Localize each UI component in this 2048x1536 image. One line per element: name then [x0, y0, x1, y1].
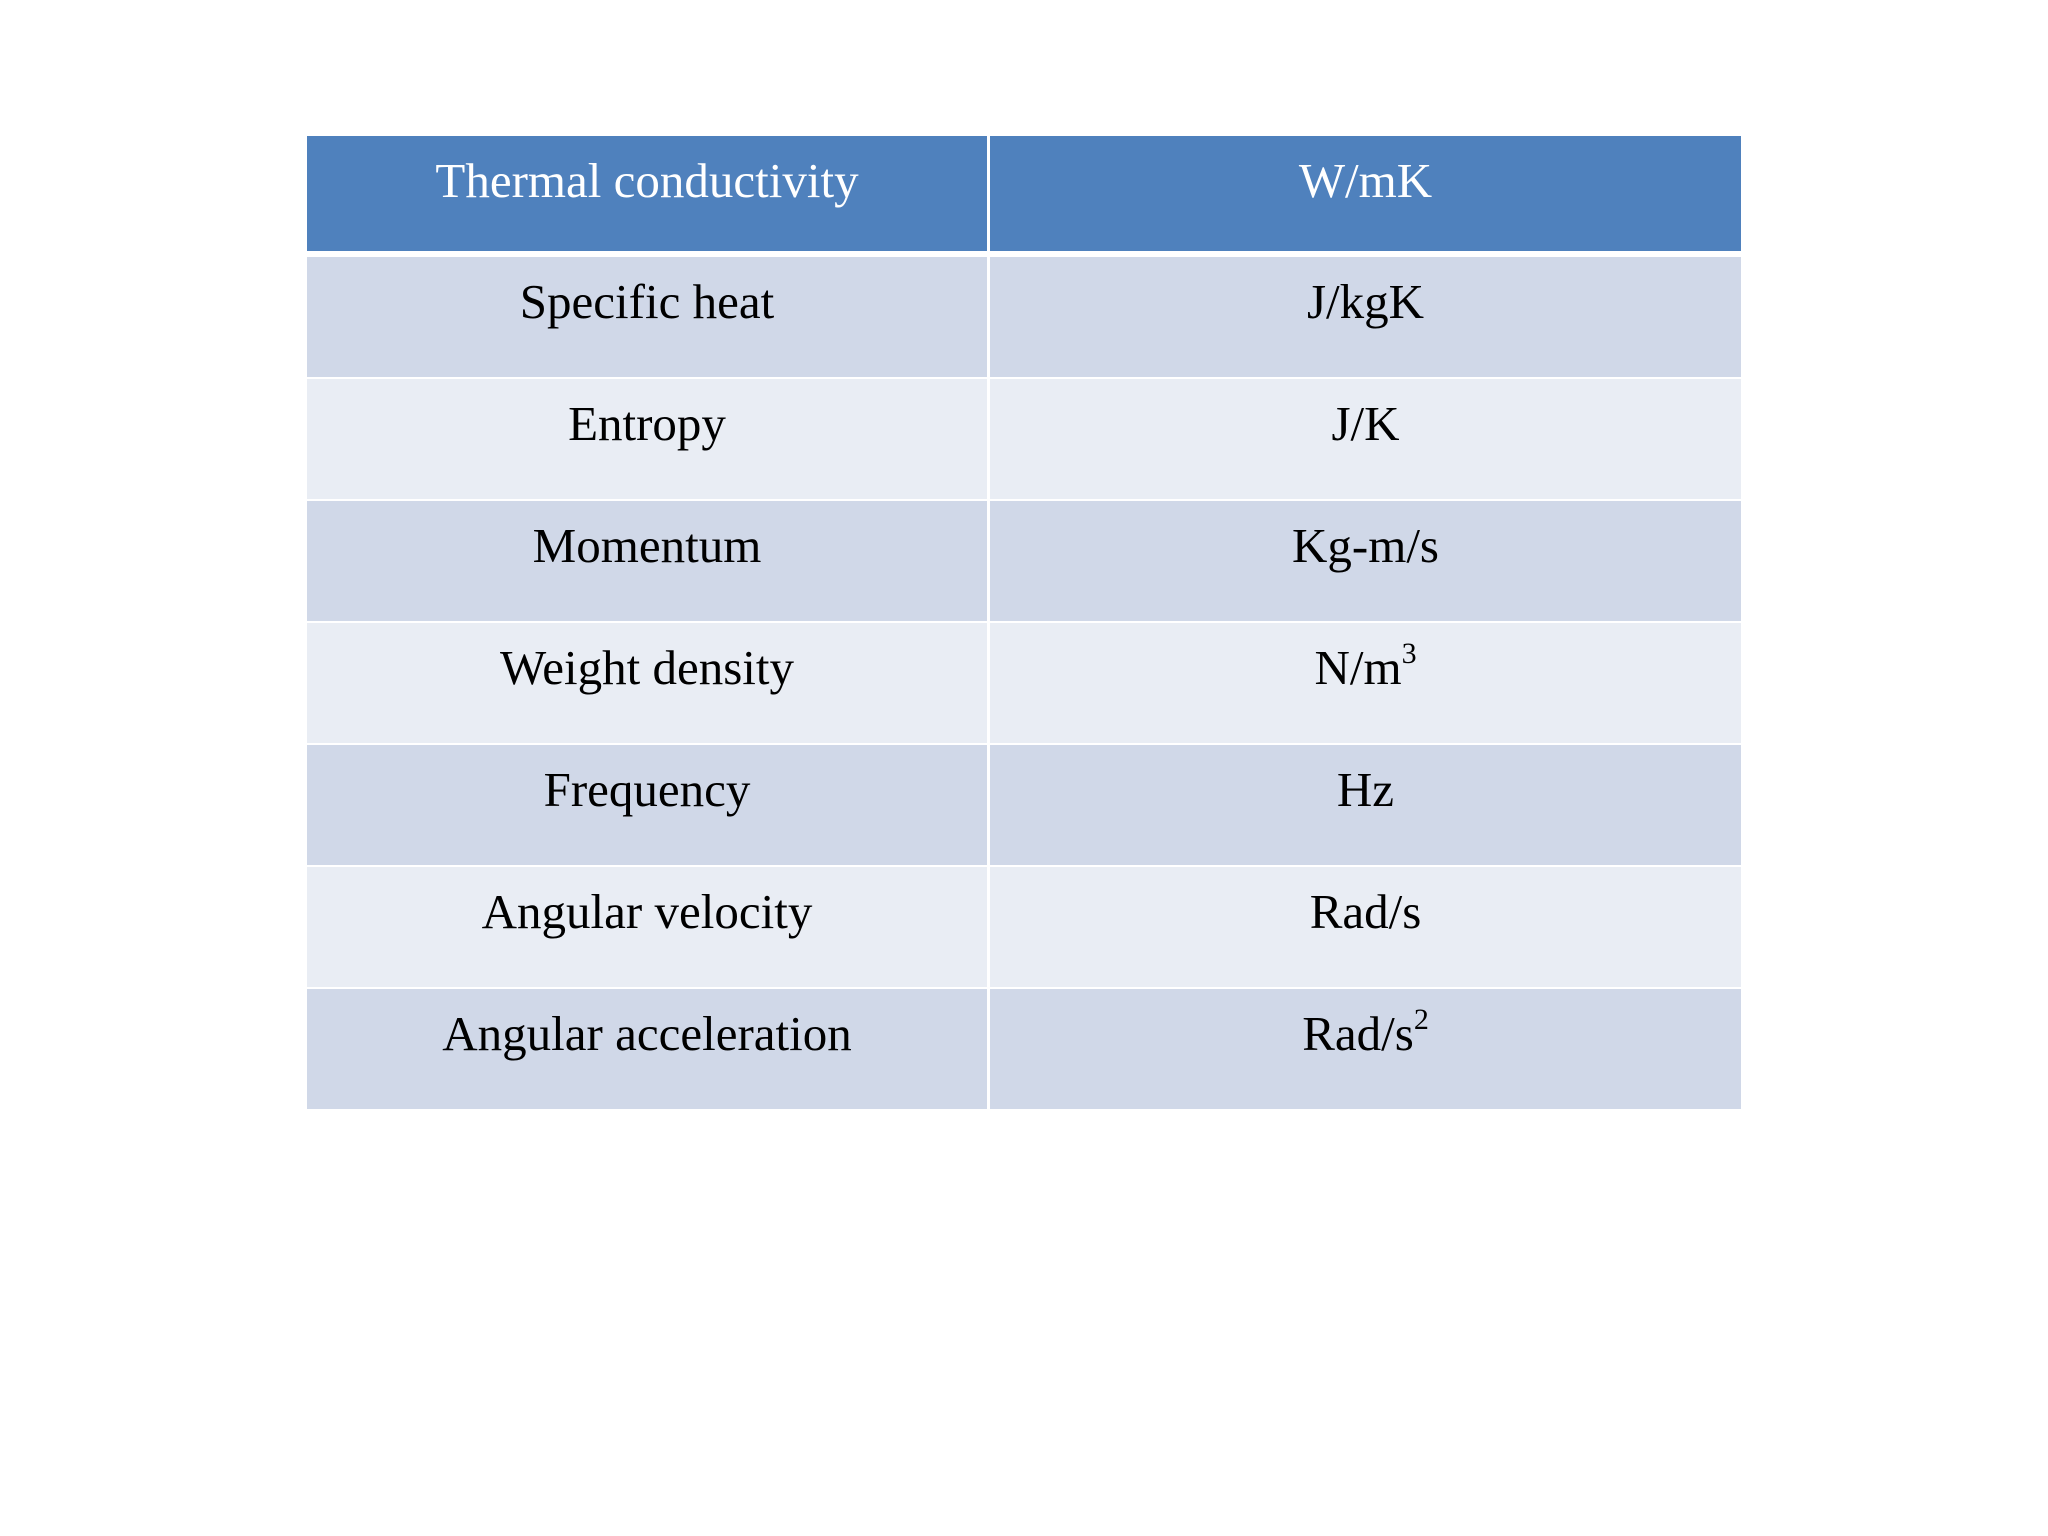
unit-cell — [990, 621, 1741, 743]
table-row — [307, 257, 1741, 377]
table-row — [307, 865, 1741, 987]
quantity-cell: Entropy — [307, 377, 990, 499]
quantity-cell: Angular velocity — [307, 865, 990, 987]
unit-text: N/m — [1314, 640, 1402, 695]
unit-superscript: 2 — [1413, 1003, 1429, 1036]
table-row — [307, 377, 1741, 499]
unit-cell — [990, 987, 1741, 1109]
table-row — [307, 499, 1741, 621]
header-unit-cell: W/mK — [990, 136, 1741, 257]
quantity-cell: Momentum — [307, 499, 990, 621]
quantity-cell: Frequency — [307, 743, 990, 865]
quantity-cell: Angular acceleration — [307, 987, 990, 1109]
unit-cell — [990, 257, 1741, 377]
table-row — [307, 621, 1741, 743]
table-header-row — [307, 136, 1741, 257]
unit-text: Hz — [1336, 762, 1395, 817]
header-quantity-cell: Thermal conductivity — [307, 136, 990, 257]
unit-superscript: 3 — [1401, 637, 1417, 670]
unit-text: Kg-m/s — [1292, 518, 1439, 573]
units-table — [307, 136, 1741, 1109]
unit-cell — [990, 377, 1741, 499]
table-row — [307, 987, 1741, 1109]
table-row — [307, 743, 1741, 865]
unit-text: Rad/s — [1302, 1006, 1414, 1061]
unit-text: J/K — [1331, 396, 1400, 451]
unit-cell — [990, 499, 1741, 621]
quantity-cell: Weight density — [307, 621, 990, 743]
unit-text: J/kgK — [1306, 274, 1425, 329]
unit-cell — [990, 743, 1741, 865]
unit-text: Rad/s — [1309, 884, 1422, 939]
unit-cell — [990, 865, 1741, 987]
quantity-cell: Specific heat — [307, 257, 990, 377]
